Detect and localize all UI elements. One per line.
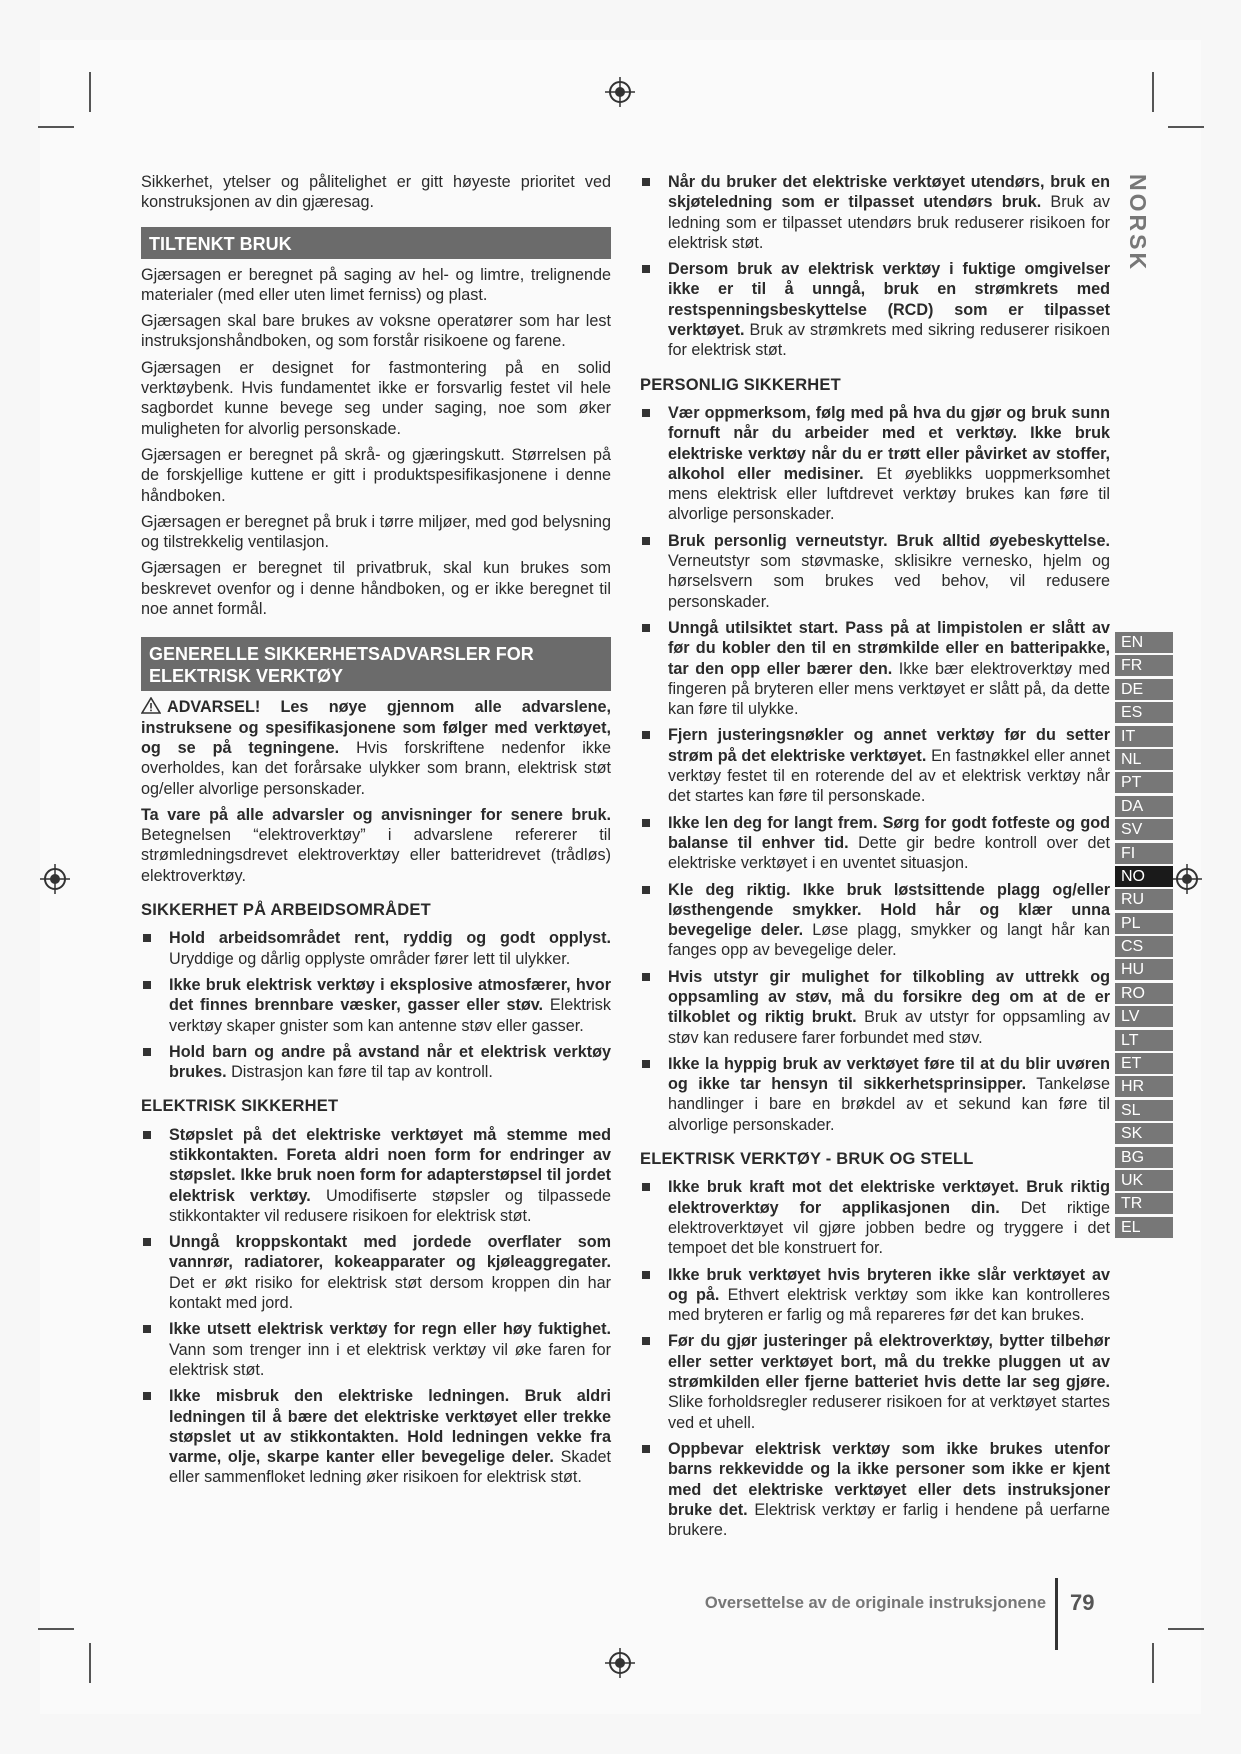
- list-item: [640, 1439, 1110, 1540]
- subheading-work-area: SIKKERHET PÅ ARBEIDSOMRÅDET: [141, 901, 431, 920]
- warning-paragraph: [141, 697, 611, 798]
- item-bold: Unngå kroppskontakt med jordede overflater som vannrør, radiatorer, kokeapparater og kjøleaggregater.: [169, 1233, 611, 1272]
- list-item: [640, 1054, 1110, 1135]
- item-text: Slike forholdsregler reduserer risikoen for at verktøyet startes ved et uhell.: [668, 1393, 1110, 1432]
- language-tab-pl[interactable]: PL: [1115, 913, 1173, 934]
- bullet-icon: [143, 934, 151, 942]
- crop-mark: [89, 72, 91, 112]
- item-bold: Hvis utstyr gir mulighet for tilkobling av uttrekk og oppsamling av støv, må du forsikre deg om at de er tilkoblet og riktig brukt.: [668, 967, 1110, 1027]
- intro-paragraph: Sikkerhet, ytelser og pålitelighet er gitt høyeste prioritet ved konstruksjonen av din gjæresag.: [141, 173, 611, 212]
- language-tab-bg[interactable]: BG: [1115, 1147, 1173, 1168]
- item-bold: Bruk personlig verneutstyr. Bruk alltid øyebeskyttelse.: [668, 531, 1110, 550]
- language-tab-fi[interactable]: FI: [1115, 843, 1173, 864]
- item-bold: Ikke utsett elektrisk verktøy for regn eller høy fuktighet.: [169, 1320, 611, 1339]
- language-tab-uk[interactable]: UK: [1115, 1170, 1173, 1191]
- item-bold: Ikke la hyppig bruk av verktøyet føre til at du blir uvøren og ikke tar hensyn til sikkerhetsprinsipper.: [668, 1054, 1110, 1094]
- bullet-icon: [642, 973, 650, 981]
- list-item: [640, 259, 1110, 360]
- language-tab-sl[interactable]: SL: [1115, 1100, 1173, 1121]
- item-text: Det riktige elektroverktøyet vil gjøre jobben bedre og tryggere i det tempoet det ble konstruert for.: [668, 1198, 1110, 1258]
- language-tab-pt[interactable]: PT: [1115, 772, 1173, 793]
- language-tab-hr[interactable]: HR: [1115, 1076, 1173, 1097]
- bullet-icon: [642, 409, 650, 417]
- language-tab-en[interactable]: EN: [1115, 632, 1173, 653]
- item-bold: Dersom bruk av elektrisk verktøy i fuktige omgivelser ikke er til å unngå, bruk en strømkrets med restspenningsbeskyttelse (RCD) som er tilpasset verktøyet.: [668, 260, 1110, 340]
- crop-mark: [38, 126, 74, 128]
- language-tab-lv[interactable]: LV: [1115, 1006, 1173, 1027]
- subheading-electrical-safety: ELEKTRISK SIKKERHET: [141, 1097, 339, 1116]
- language-tab-es[interactable]: ES: [1115, 702, 1173, 723]
- list-item: [640, 813, 1110, 874]
- warning-text: Hvis forskriftene nedenfor ikke overholdes, kan det forårsake ulykker som brann, elektrisk støt og/eller alvorlige personskader.: [141, 738, 611, 798]
- list-item: [141, 1386, 611, 1487]
- item-bold: Når du bruker det elektriske verktøyet utendørs, bruk en skjøteledning som er tilpasset utendørs bruk.: [668, 173, 1110, 212]
- list-item: [640, 725, 1110, 806]
- language-tab-hu[interactable]: HU: [1115, 959, 1173, 980]
- list-item: [141, 975, 611, 1036]
- keep-instructions-paragraph: [141, 805, 611, 886]
- language-tab-et[interactable]: ET: [1115, 1053, 1173, 1074]
- bullet-icon: [642, 819, 650, 827]
- item-text: Bruk av utstyr for oppsamling av støv kan redusere farer forbundet med støv.: [668, 1008, 1110, 1047]
- bullet-icon: [642, 178, 650, 186]
- bullet-icon: [143, 1048, 151, 1056]
- bullet-icon: [642, 731, 650, 739]
- item-text: Dette gir bedre kontroll over det elektriske verktøyet i en uventet situasjon.: [668, 833, 1110, 873]
- list-item: [141, 928, 611, 969]
- footer-divider: [1055, 1578, 1058, 1650]
- crop-mark: [1152, 1643, 1154, 1683]
- language-tab-ru[interactable]: RU: [1115, 889, 1173, 910]
- list-item: [141, 1125, 611, 1226]
- bullet-icon: [143, 1325, 151, 1333]
- bullet-icon: [143, 981, 151, 989]
- bullet-icon: [642, 1183, 650, 1191]
- language-tab-no[interactable]: NO: [1115, 866, 1173, 887]
- item-bold: Vær oppmerksom, følg med på hva du gjør og bruk sunn fornuft når du arbeider med et verktøy. Ikke bruk elektriske verktøy når du er trøtt eller påvirket av stoffer, alkohol eller medisiner.: [668, 403, 1110, 483]
- registration-mark-icon: [605, 77, 635, 107]
- language-tab-sv[interactable]: SV: [1115, 819, 1173, 840]
- crop-mark: [89, 1643, 91, 1683]
- item-text: Verneutstyr som støvmaske, sklisikre vernesko, hjelm og hørselsvern som brukes ved behov, vil redusere personskader.: [668, 552, 1110, 611]
- list-item: [141, 1319, 611, 1380]
- list-item: [141, 1232, 611, 1313]
- paragraph: Gjærsagen er beregnet på saging av hel- og limtre, trelignende materialer (med eller uten limet ferniss) og plast.: [141, 265, 611, 304]
- crop-mark: [1168, 126, 1204, 128]
- bullet-icon: [143, 1238, 151, 1246]
- item-bold: Ikke bruk kraft mot det elektriske verktøyet. Bruk riktig elektroverktøy for applikasjonen din.: [668, 1178, 1110, 1217]
- item-bold: Hold barn og andre på avstand når et elektrisk verktøy brukes.: [169, 1042, 611, 1082]
- item-text: Ikke bær elektroverktøy med fingeren på bryteren eller mens verktøyet er slått på, da dette kan føre til ulykke.: [668, 659, 1110, 719]
- language-tab-nl[interactable]: NL: [1115, 749, 1173, 770]
- language-tab-lt[interactable]: LT: [1115, 1030, 1173, 1051]
- language-tab-de[interactable]: DE: [1115, 679, 1173, 700]
- bullet-icon: [143, 1131, 151, 1139]
- item-text: En fastnøkkel eller annet verktøy festet til en roterende del av et elektrisk verktøy når det startes kan føre til personskade.: [668, 746, 1110, 806]
- item-text: Elektrisk verktøy er farlig i hendene på uerfarne brukere.: [668, 1500, 1111, 1540]
- crop-mark: [1152, 72, 1154, 112]
- list-item: [640, 1265, 1110, 1326]
- language-tab-cs[interactable]: CS: [1115, 936, 1173, 957]
- item-text: Løse plagg, smykker og langt hår kan fanges opp av bevegelige deler.: [668, 921, 1110, 960]
- bullet-icon: [642, 1337, 650, 1345]
- list-item: [640, 618, 1110, 719]
- section-heading-intended-use: TILTENKT BRUK: [141, 227, 611, 259]
- list-item: [640, 172, 1110, 253]
- subheading-use-and-care: ELEKTRISK VERKTØY - BRUK OG STELL: [640, 1150, 974, 1169]
- language-tab-sk[interactable]: SK: [1115, 1123, 1173, 1144]
- right-column: [640, 172, 1110, 1546]
- language-tab-ro[interactable]: RO: [1115, 983, 1173, 1004]
- paragraph: Gjærsagen er designet for fastmontering på en solid verktøybenk. Hvis fundamentet ikke er forsvarlig festet vil hele sagbordet kunne bevege seg under saging, noe som øker muligheten for alvorlig personskade.: [141, 358, 611, 438]
- keep-text: Betegnelsen “elektroverktøy” i advarslene refererer til strømledningsdrevet elektroverktøy eller batteridrevet (trådløs) elektroverktøy.: [141, 826, 611, 885]
- bullet-icon: [143, 1392, 151, 1400]
- bullet-icon: [642, 624, 650, 632]
- footer-text: Oversettelse av de originale instruksjonene: [704, 1594, 1046, 1612]
- item-bold: Før du gjør justeringer på elektroverktøy, bytter tilbehør eller setter verktøyet bort, må du trekke pluggen ut av strømkilden eller fjerne batteriet hvis dette lar seg gjøre.: [668, 1332, 1110, 1392]
- subheading-personal-safety: PERSONLIG SIKKERHET: [640, 375, 841, 394]
- section-heading-general-warnings: GENERELLE SIKKERHETSADVARSLER FOR ELEKTRISK VERKTØY: [141, 637, 611, 691]
- list-item: [640, 967, 1110, 1048]
- item-bold: Støpslet på det elektriske verktøyet må stemme med stikkontakten. Foreta aldri noen form for endringer av støpslet. Ikke bruk noen form for adapterstøpsel til jordet elektrisk verktøy.: [169, 1125, 611, 1205]
- language-tab-tr[interactable]: TR: [1115, 1193, 1173, 1214]
- bullet-icon: [642, 886, 650, 894]
- language-tab-it[interactable]: IT: [1115, 726, 1173, 747]
- item-bold: Ikke len deg for langt frem. Sørg for godt fotfeste og god balanse til enhver tid.: [668, 813, 1110, 852]
- language-section-label: NORSK: [1125, 174, 1151, 273]
- item-text: Umodifiserte støpsler og tilpassede stikkontakter vil redusere risikoen for elektrisk støt.: [169, 1186, 611, 1225]
- item-text: Bruk av ledning som er tilpasset utendørs bruk reduserer risikoen for elektrisk støt.: [668, 193, 1110, 252]
- item-bold: Kle deg riktig. Ikke bruk løstsittende plagg og/eller løsthengende smykker. Hold hår og klær unna bevegelige deler.: [668, 880, 1110, 940]
- language-tab-list: [1115, 632, 1173, 1240]
- item-text: Bruk av strømkrets med sikring reduserer risikoen for elektrisk støt.: [668, 321, 1110, 360]
- bullet-icon: [642, 265, 650, 273]
- item-text: Skadet eller sammenfloket ledning øker risikoen for elektrisk støt.: [169, 1448, 611, 1487]
- list-item: [640, 1331, 1110, 1432]
- registration-mark-icon: [1172, 864, 1202, 894]
- item-bold: Ikke misbruk den elektriske ledningen. Bruk aldri ledningen til å bære det elektriske verktøyet eller trekke støpslet ut av stikkontakten. Hold ledningen vekke fra varme, olje, skarpe kanter eller bevegelige deler.: [169, 1387, 611, 1467]
- crop-mark: [38, 1628, 74, 1630]
- bullet-icon: [642, 537, 650, 545]
- language-tab-el[interactable]: EL: [1115, 1217, 1173, 1238]
- list-item: [640, 403, 1110, 525]
- bullet-icon: [642, 1060, 650, 1068]
- item-bold: Hold arbeidsområdet rent, ryddig og godt opplyst.: [169, 929, 611, 948]
- registration-mark-icon: [605, 1648, 635, 1678]
- warning-triangle-icon: [141, 697, 161, 714]
- item-bold: Ikke bruk verktøyet hvis bryteren ikke slår verktøyet av og på.: [668, 1265, 1110, 1304]
- item-text: Et øyeblikks uoppmerksomhet mens elektrisk eller luftdrevet verktøy brukes kan føre til alvorlige personskader.: [668, 464, 1110, 524]
- list-item: [640, 880, 1110, 961]
- list-item: [640, 1177, 1110, 1258]
- item-bold: Ikke bruk elektrisk verktøy i eksplosive atmosfærer, hvor det finnes brennbare væsker, gasser eller støv.: [169, 975, 611, 1015]
- item-text: Uryddige og dårlig opplyste områder fører lett til ulykker.: [169, 949, 571, 968]
- bullet-icon: [642, 1271, 650, 1279]
- list-item: [640, 531, 1110, 612]
- paragraph: Gjærsagen skal bare brukes av voksne operatører som har lest instruksjonshåndboken, og som forstår risikoene og farene.: [141, 312, 611, 351]
- item-bold: Unngå utilsiktet start. Pass på at limpistolen er slått av før du kobler den til en strømkilde eller en batteripakke, tar den opp eller bærer den.: [668, 618, 1110, 678]
- bullet-icon: [642, 1445, 650, 1453]
- item-bold: Oppbevar elektrisk verktøy som ikke brukes utenfor barns rekkevidde og la ikke personer som ikke er kjent med det elektriske verktøyet eller dets instruksjoner bruke det.: [668, 1439, 1110, 1519]
- language-tab-fr[interactable]: FR: [1115, 655, 1173, 676]
- item-text: Ethvert elektrisk verktøy som ikke kan kontrolleres med bryteren er farlig og må repareres før det kan brukes.: [668, 1285, 1110, 1325]
- keep-bold: Ta vare på alle advarsler og anvisninger for senere bruk.: [141, 805, 611, 824]
- language-tab-da[interactable]: DA: [1115, 796, 1173, 817]
- registration-mark-icon: [40, 864, 70, 894]
- item-text: Vann som trenger inn i et elektrisk verktøy vil øke faren for elektrisk støt.: [169, 1340, 611, 1379]
- item-text: Distrasjon kan føre til tap av kontroll.: [226, 1063, 493, 1082]
- warning-bold: ADVARSEL! Les nøye gjennom alle advarslene, instruksene og spesifikasjonene som følger med verktøyet, og se på tegningene.: [141, 698, 611, 757]
- item-bold: Fjern justeringsnøkler og annet verktøy før du setter strøm på det elektriske verktøyet.: [668, 726, 1110, 765]
- item-text: Tankeløse handlinger i bare en brøkdel av et sekund kan føre til alvorlige personskader.: [668, 1075, 1110, 1134]
- paragraph: Gjærsagen er beregnet på bruk i tørre miljøer, med god belysning og tilstrekkelig ventilasjon.: [141, 512, 611, 552]
- left-column: [141, 172, 611, 1494]
- item-text: Det er økt risiko for elektrisk støt dersom kroppen din har kontakt med jord.: [169, 1273, 611, 1313]
- paragraph: Gjærsagen er beregnet på skrå- og gjæringskutt. Størrelsen på de forskjellige kuttene er gitt i produktspesifikasjonene i denne håndboken.: [141, 445, 611, 505]
- paragraph: Gjærsagen er beregnet til privatbruk, skal kun brukes som beskrevet ovenfor og i denne håndboken, og er ikke beregnet til noe annet formål.: [141, 559, 611, 619]
- page-number: 79: [1070, 1590, 1095, 1615]
- crop-mark: [1168, 1628, 1204, 1630]
- item-text: Elektrisk verktøy skaper gnister som kan antenne støv eller gasser.: [169, 996, 611, 1035]
- list-item: [141, 1042, 611, 1083]
